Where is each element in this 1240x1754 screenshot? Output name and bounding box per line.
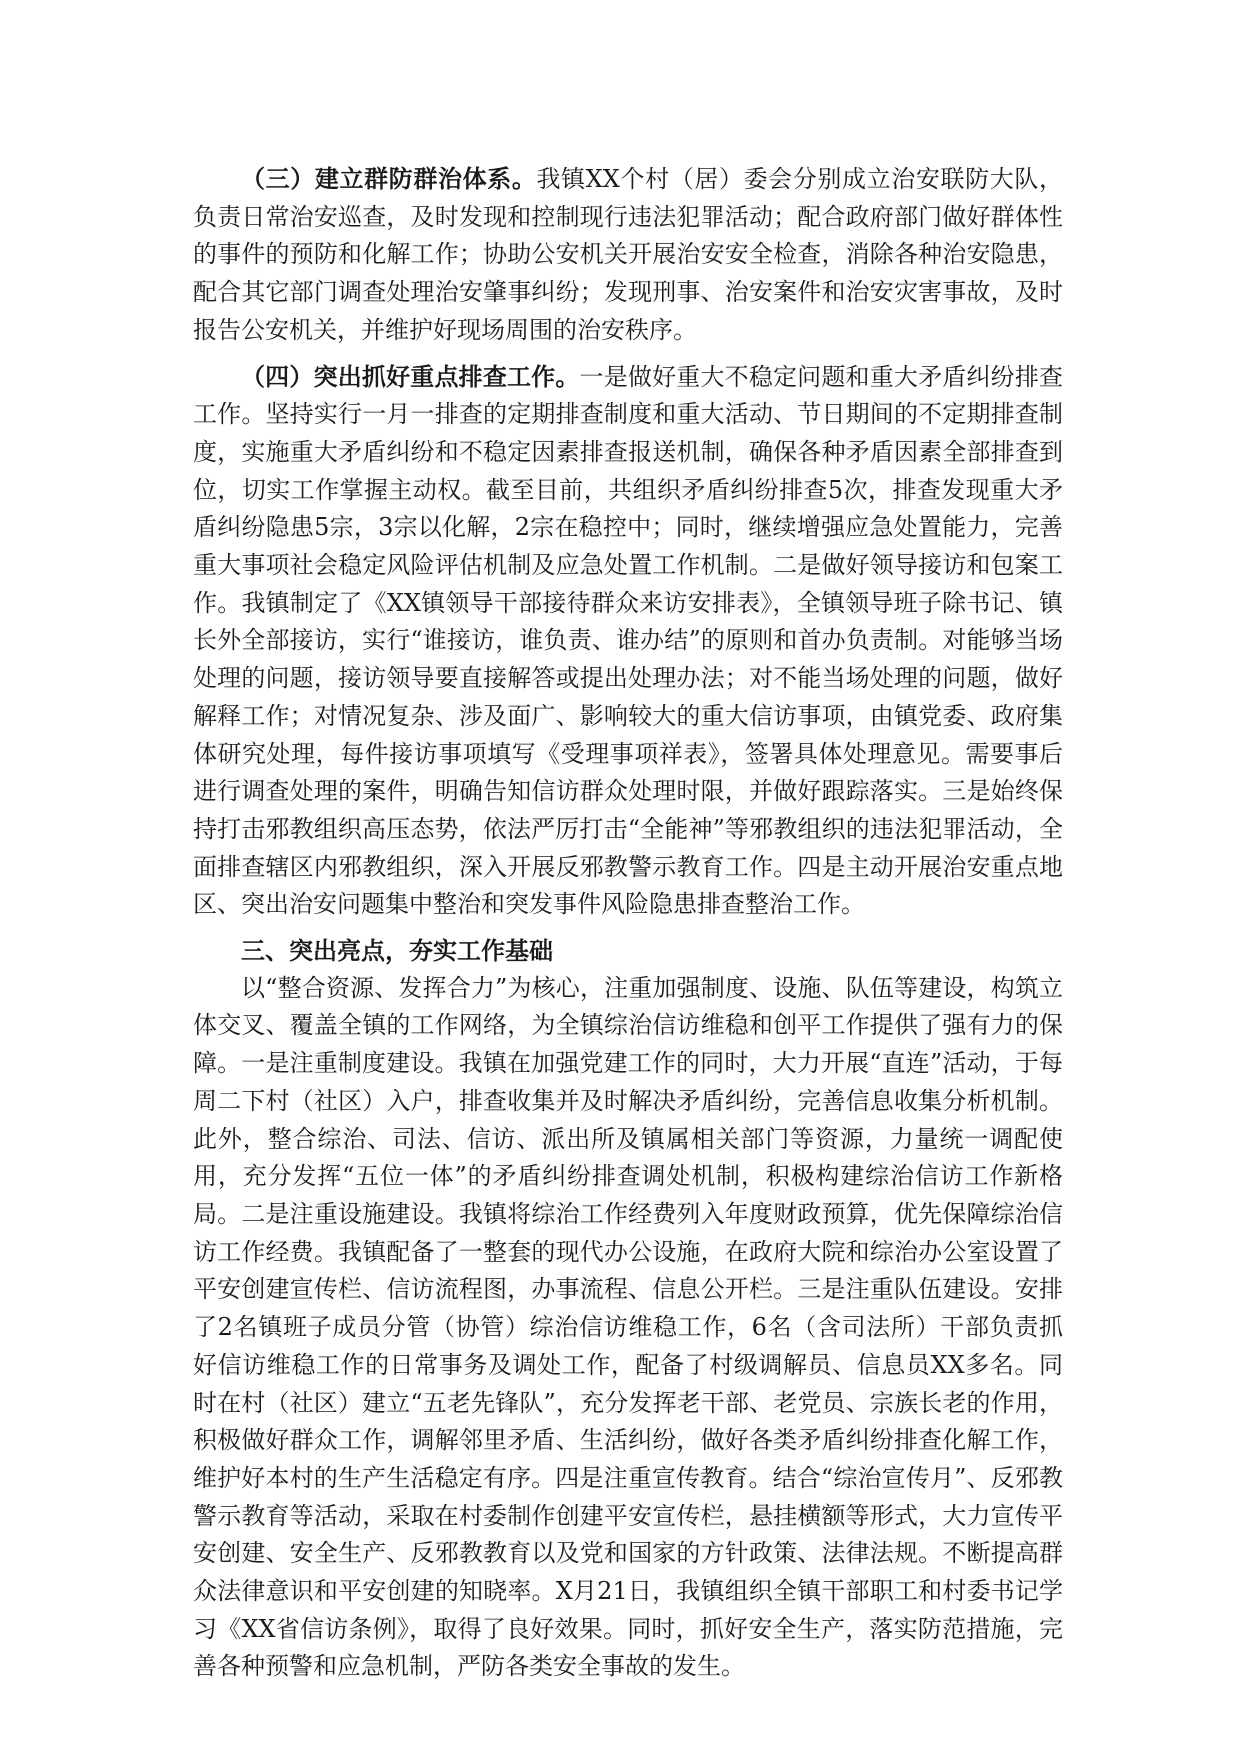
section-heading: 三、突出亮点，夯实工作基础 [241,936,553,966]
paragraph-key-investigation [193,358,1063,925]
paragraph-text: 以“整合资源、发挥合力”为核心，注重加强制度、设施、队伍等建设，构筑立体交叉、覆盖全镇的工作网络，为全镇综治信访维稳和创平工作提供了强有力的保障。一是注重制度建设。我镇在加强党建工作的同时，大力开展“直连”活动，于每周二下村（社区）入户，排查收集并及时解决矛盾纠纷，完善信息收集分析机制。此外，整合综治、司法、信访、派出所及镇属相关部门等资源，力量统一调配使用，充分发挥“五位一体”的矛盾纠纷排查调处机制，积极构建综治信访工作新格局。二是注重设施建设。我镇将综治工作经费列入年度财政预算，优先保障综治信访工作经费。我镇配备了一整套的现代办公设施，在政府大院和综治办公室设置了平安创建宣传栏、信访流程图，办事流程、信息公开栏。三是注重队伍建设。安排了2名镇班子成员分管（协管）综治信访维稳工作，6名（含司法所）干部负责抓好信访维稳工作的日常事务及调处工作，配备了村级调解员、信息员XX多名。同时在村（社区）建立“五老先锋队”，充分发挥老干部、老党员、宗族长老的作用，积极做好群众工作，调解邻里矛盾、生活纠纷，做好各类矛盾纠纷排查化解工作，维护好本村的生产生活稳定有序。四是注重宣传教育。结合“综治宣传月”、反邪教警示教育等活动，采取在村委制作创建平安宣传栏，悬挂横额等形式，大力宣传平安创建、安全生产、反邪教教育以及党和国家的方针政策、法律法规。不断提高群众法律意识和平安创建的知晓率。X月21日，我镇组织全镇干部职工和村委书记学习《XX省信访条例》，取得了良好效果。同时，抓好安全生产，落实防范措施，完善各种预警和应急机制，严防各类安全事故的发生。 [193,973,1063,1681]
paragraph-highlights [193,970,1063,1686]
paragraph-lead-heading: （四）突出抓好重点排查工作。 [241,361,580,391]
paragraph-text: 我镇XX个村（居）委会分别成立治安联防大队，负责日常治安巡查，及时发现和控制现行违法犯罪活动；配合政府部门做好群体性的事件的预防和化解工作；协助公安机关开展治安安全检查，消除各种治安隐患，配合其它部门调查处理治安肇事纠纷；发现刑事、治安案件和治安灾害事故，及时报告公安机关，并维护好现场周围的治安秩序。 [193,165,1064,344]
document-body [193,160,1063,1686]
paragraph-lead-heading: （三）建立群防群治体系。 [241,164,537,193]
paragraph-text: 一是做好重大不稳定问题和重大矛盾纠纷排查工作。坚持实行一月一排查的定期排查制度和重大活动、节日期间的不定期排查制度，实施重大矛盾纠纷和不稳定因素排查报送机制，确保各种矛盾因素全部排查到位，切实工作掌握主动权。截至目前，共组织矛盾纠纷排查5次，排查发现重大矛盾纠纷隐患5宗，3宗以化解，2宗在稳控中；同时，继续增强应急处置能力，完善重大事项社会稳定风险评估机制及应急处置工作机制。二是做好领导接访和包案工作。我镇制定了《XX镇领导干部接待群众来访安排表》，全镇领导班子除书记、镇长外全部接访，实行“谁接访，谁负责、谁办结”的原则和首办负责制。对能够当场处理的问题，接访领导要直接解答或提出处理办法；对不能当场处理的问题，做好解释工作；对情况复杂、涉及面广、影响较大的重大信访事项，由镇党委、政府集体研究处理，每件接访事项填写《受理事项祥表》，签署具体处理意见。需要事后进行调查处理的案件，明确告知信访群众处理时限，并做好跟踪落实。三是始终保持打击邪教组织高压态势，依法严厉打击“全能神”等邪教组织的违法犯罪活动，全面排查辖区内邪教组织，深入开展反邪教警示教育工作。四是主动开展治安重点地区、突出治安问题集中整治和突发事件风险隐患排查整治工作。 [193,362,1064,919]
paragraph-mass-prevention [193,160,1063,350]
